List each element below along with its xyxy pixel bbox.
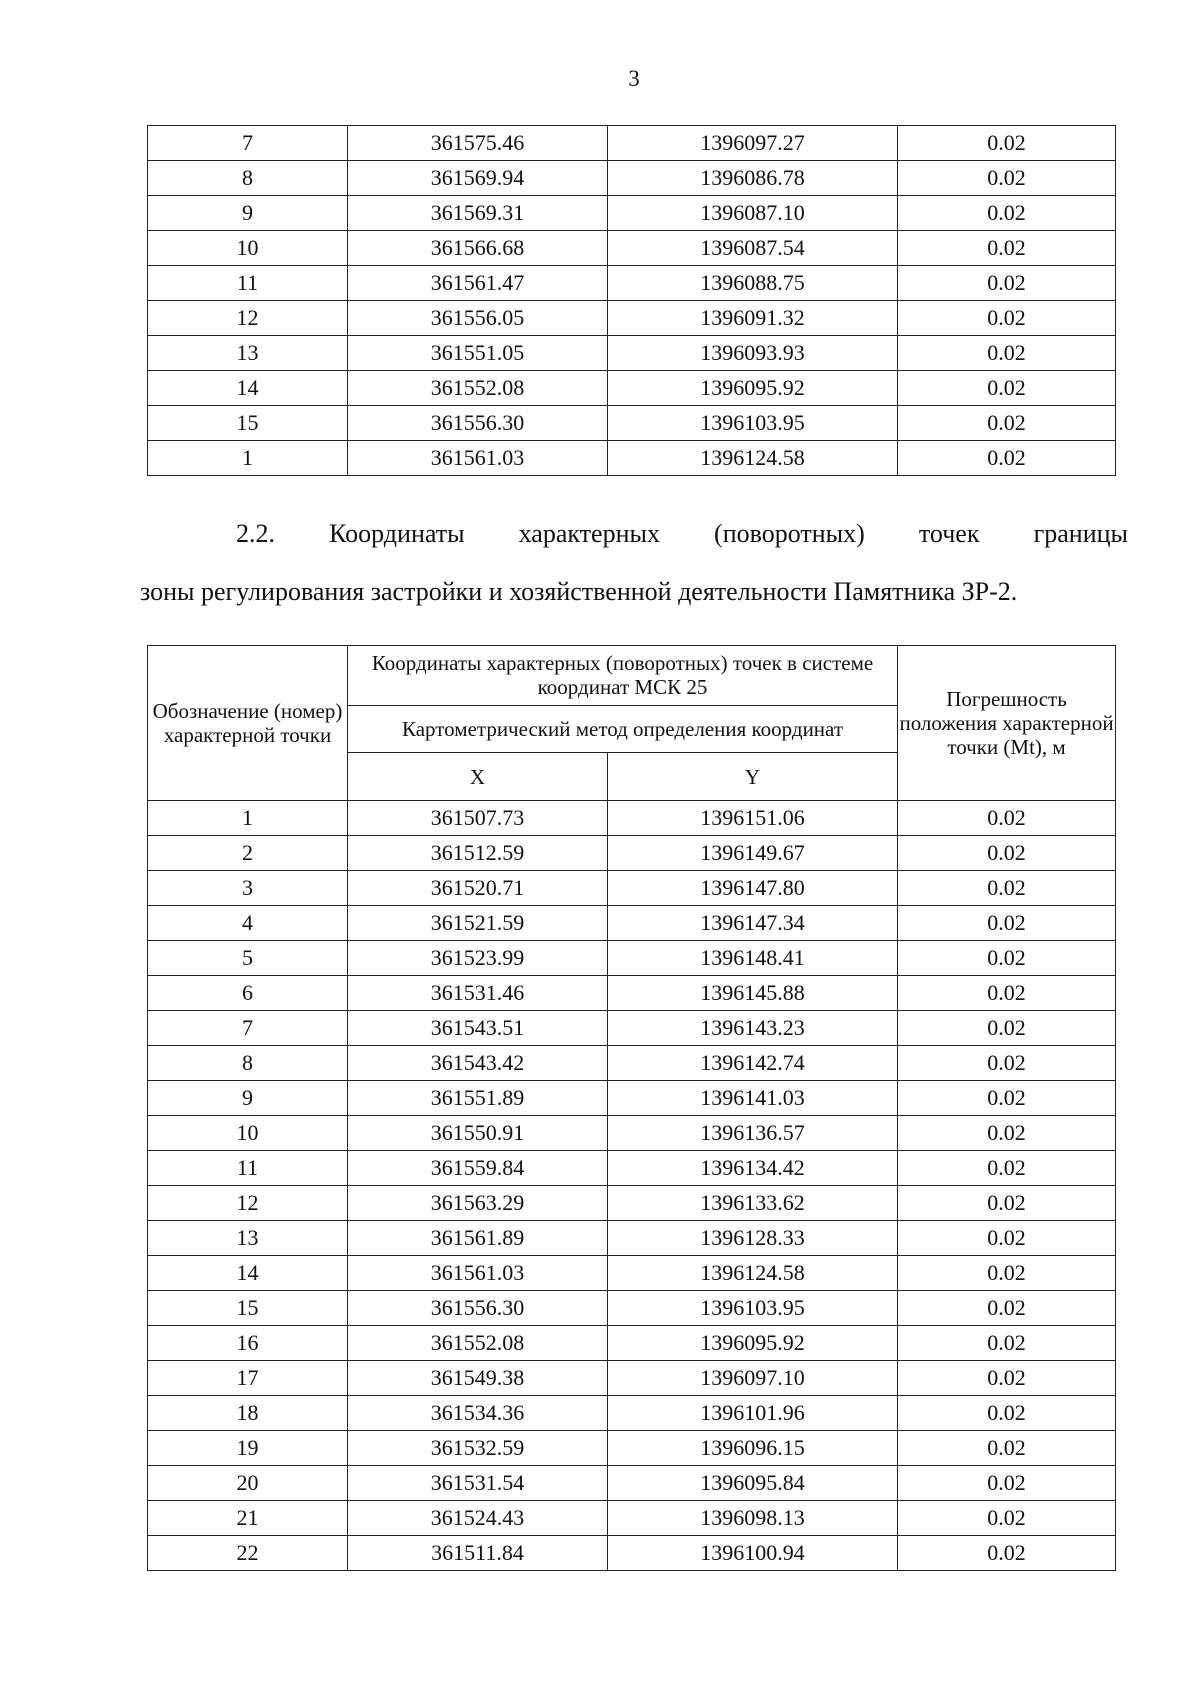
cell-point-number: 14 — [148, 1256, 348, 1291]
cell-point-number: 13 — [148, 336, 348, 371]
table-row — [148, 126, 1116, 161]
table-row — [148, 301, 1116, 336]
cell-y: 1396133.62 — [608, 1186, 898, 1221]
cell-error: 0.02 — [898, 801, 1116, 836]
cell-error: 0.02 — [898, 1151, 1116, 1186]
cell-error: 0.02 — [898, 941, 1116, 976]
cell-error: 0.02 — [898, 1221, 1116, 1256]
table-row — [148, 1431, 1116, 1466]
cell-y: 1396143.23 — [608, 1011, 898, 1046]
cell-x: 361575.46 — [348, 126, 608, 161]
cell-x: 361552.08 — [348, 371, 608, 406]
cell-point-number: 4 — [148, 906, 348, 941]
cell-x: 361563.29 — [348, 1186, 608, 1221]
cell-point-number: 1 — [148, 801, 348, 836]
table-row — [148, 1011, 1116, 1046]
cell-y: 1396142.74 — [608, 1046, 898, 1081]
cell-x: 361543.42 — [348, 1046, 608, 1081]
cell-y: 1396103.95 — [608, 406, 898, 441]
cell-point-number: 13 — [148, 1221, 348, 1256]
cell-y: 1396103.95 — [608, 1291, 898, 1326]
cell-error: 0.02 — [898, 1536, 1116, 1571]
cell-point-number: 5 — [148, 941, 348, 976]
table-row — [148, 941, 1116, 976]
cell-y: 1396093.93 — [608, 336, 898, 371]
cell-y: 1396145.88 — [608, 976, 898, 1011]
cell-y: 1396124.58 — [608, 1256, 898, 1291]
cell-y: 1396141.03 — [608, 1081, 898, 1116]
cell-x: 361523.99 — [348, 941, 608, 976]
table-row — [148, 1291, 1116, 1326]
cell-point-number: 10 — [148, 231, 348, 266]
cell-point-number: 1 — [148, 441, 348, 476]
cell-y: 1396148.41 — [608, 941, 898, 976]
cell-y: 1396097.27 — [608, 126, 898, 161]
cell-error: 0.02 — [898, 231, 1116, 266]
table-row — [148, 1151, 1116, 1186]
cell-x: 361549.38 — [348, 1361, 608, 1396]
cell-x: 361521.59 — [348, 906, 608, 941]
header-coords-title: Координаты характерных (поворотных) точек в системе координат МСК 25 — [348, 646, 898, 706]
cell-x: 361556.30 — [348, 1291, 608, 1326]
section-heading-line-1: 2.2. Координаты характерных (поворотных) точек границы — [236, 519, 1128, 548]
cell-y: 1396087.10 — [608, 196, 898, 231]
cell-point-number: 9 — [148, 1081, 348, 1116]
cell-point-number: 2 — [148, 836, 348, 871]
cell-point-number: 8 — [148, 1046, 348, 1081]
cell-x: 361532.59 — [348, 1431, 608, 1466]
cell-x: 361550.91 — [348, 1116, 608, 1151]
table-row — [148, 1466, 1116, 1501]
cell-y: 1396088.75 — [608, 266, 898, 301]
cell-error: 0.02 — [898, 1011, 1116, 1046]
cell-error: 0.02 — [898, 1291, 1116, 1326]
cell-x: 361551.89 — [348, 1081, 608, 1116]
table-row — [148, 1221, 1116, 1256]
table-row — [148, 836, 1116, 871]
table-row — [148, 231, 1116, 266]
table-body — [148, 126, 1116, 476]
cell-x: 361561.47 — [348, 266, 608, 301]
table-row — [148, 1536, 1116, 1571]
table-header — [148, 646, 1116, 801]
table-row — [148, 1501, 1116, 1536]
table-row — [148, 1256, 1116, 1291]
cell-point-number: 11 — [148, 1151, 348, 1186]
table-row — [148, 1186, 1116, 1221]
table-row — [148, 1326, 1116, 1361]
cell-error: 0.02 — [898, 1081, 1116, 1116]
cell-x: 361507.73 — [348, 801, 608, 836]
cell-error: 0.02 — [898, 1186, 1116, 1221]
header-y: Y — [608, 753, 898, 801]
table-row — [148, 266, 1116, 301]
cell-point-number: 19 — [148, 1431, 348, 1466]
cell-error: 0.02 — [898, 906, 1116, 941]
table-row — [148, 441, 1116, 476]
table-row — [148, 1361, 1116, 1396]
cell-point-number: 8 — [148, 161, 348, 196]
cell-point-number: 15 — [148, 406, 348, 441]
cell-y: 1396151.06 — [608, 801, 898, 836]
cell-y: 1396091.32 — [608, 301, 898, 336]
cell-error: 0.02 — [898, 1501, 1116, 1536]
cell-point-number: 9 — [148, 196, 348, 231]
cell-y: 1396097.10 — [608, 1361, 898, 1396]
cell-error: 0.02 — [898, 836, 1116, 871]
cell-x: 361543.51 — [348, 1011, 608, 1046]
cell-error: 0.02 — [898, 441, 1116, 476]
cell-y: 1396128.33 — [608, 1221, 898, 1256]
cell-error: 0.02 — [898, 196, 1116, 231]
cell-error: 0.02 — [898, 871, 1116, 906]
cell-error: 0.02 — [898, 1361, 1116, 1396]
cell-y: 1396136.57 — [608, 1116, 898, 1151]
cell-point-number: 21 — [148, 1501, 348, 1536]
cell-y: 1396095.84 — [608, 1466, 898, 1501]
cell-x: 361569.94 — [348, 161, 608, 196]
table-row — [148, 871, 1116, 906]
table-row — [148, 906, 1116, 941]
cell-y: 1396095.92 — [608, 371, 898, 406]
cell-point-number: 10 — [148, 1116, 348, 1151]
table-row — [148, 371, 1116, 406]
cell-point-number: 15 — [148, 1291, 348, 1326]
cell-error: 0.02 — [898, 1466, 1116, 1501]
cell-point-number: 7 — [148, 1011, 348, 1046]
cell-x: 361566.68 — [348, 231, 608, 266]
cell-point-number: 20 — [148, 1466, 348, 1501]
cell-point-number: 14 — [148, 371, 348, 406]
cell-error: 0.02 — [898, 336, 1116, 371]
table-row — [148, 196, 1116, 231]
cell-point-number: 7 — [148, 126, 348, 161]
cell-error: 0.02 — [898, 976, 1116, 1011]
cell-x: 361512.59 — [348, 836, 608, 871]
table-row — [148, 1081, 1116, 1116]
header-error: Погрешность положения характерной точки (Mt), м — [898, 646, 1116, 801]
cell-y: 1396100.94 — [608, 1536, 898, 1571]
cell-error: 0.02 — [898, 1256, 1116, 1291]
cell-x: 361531.46 — [348, 976, 608, 1011]
cell-x: 361556.05 — [348, 301, 608, 336]
cell-x: 361520.71 — [348, 871, 608, 906]
cell-error: 0.02 — [898, 1431, 1116, 1466]
cell-x: 361561.03 — [348, 1256, 608, 1291]
coordinates-table-continued — [147, 125, 1116, 476]
header-method: Картометрический метод определения координат — [348, 705, 898, 753]
page-number: 3 — [628, 66, 640, 91]
coordinates-table-zr2 — [147, 645, 1116, 1571]
cell-error: 0.02 — [898, 1046, 1116, 1081]
cell-error: 0.02 — [898, 1116, 1116, 1151]
header-x: X — [348, 753, 608, 801]
table-row — [148, 976, 1116, 1011]
cell-error: 0.02 — [898, 126, 1116, 161]
table-row — [148, 161, 1116, 196]
table-row — [148, 1046, 1116, 1081]
table-row — [148, 406, 1116, 441]
cell-x: 361552.08 — [348, 1326, 608, 1361]
cell-point-number: 18 — [148, 1396, 348, 1431]
cell-y: 1396147.34 — [608, 906, 898, 941]
cell-y: 1396101.96 — [608, 1396, 898, 1431]
cell-error: 0.02 — [898, 161, 1116, 196]
cell-point-number: 12 — [148, 1186, 348, 1221]
cell-y: 1396096.15 — [608, 1431, 898, 1466]
cell-point-number: 11 — [148, 266, 348, 301]
cell-point-number: 16 — [148, 1326, 348, 1361]
cell-error: 0.02 — [898, 301, 1116, 336]
table-body — [148, 801, 1116, 1571]
table-row — [148, 336, 1116, 371]
cell-y: 1396134.42 — [608, 1151, 898, 1186]
cell-error: 0.02 — [898, 371, 1116, 406]
cell-y: 1396149.67 — [608, 836, 898, 871]
cell-point-number: 6 — [148, 976, 348, 1011]
cell-point-number: 12 — [148, 301, 348, 336]
cell-x: 361534.36 — [348, 1396, 608, 1431]
header-designation: Обозначение (номер) характерной точки — [148, 646, 348, 801]
cell-x: 361556.30 — [348, 406, 608, 441]
cell-error: 0.02 — [898, 406, 1116, 441]
cell-x: 361559.84 — [348, 1151, 608, 1186]
cell-x: 361561.03 — [348, 441, 608, 476]
cell-error: 0.02 — [898, 1396, 1116, 1431]
cell-y: 1396087.54 — [608, 231, 898, 266]
cell-y: 1396124.58 — [608, 441, 898, 476]
cell-x: 361511.84 — [348, 1536, 608, 1571]
cell-x: 361531.54 — [348, 1466, 608, 1501]
cell-x: 361569.31 — [348, 196, 608, 231]
cell-x: 361524.43 — [348, 1501, 608, 1536]
cell-point-number: 22 — [148, 1536, 348, 1571]
table-row — [148, 801, 1116, 836]
cell-error: 0.02 — [898, 1326, 1116, 1361]
table-row — [148, 1396, 1116, 1431]
cell-y: 1396095.92 — [608, 1326, 898, 1361]
cell-y: 1396098.13 — [608, 1501, 898, 1536]
cell-point-number: 3 — [148, 871, 348, 906]
cell-error: 0.02 — [898, 266, 1116, 301]
section-heading-line-2: зоны регулирования застройки и хозяйственной деятельности Памятника ЗР-2. — [140, 577, 1018, 606]
cell-x: 361561.89 — [348, 1221, 608, 1256]
cell-x: 361551.05 — [348, 336, 608, 371]
cell-point-number: 17 — [148, 1361, 348, 1396]
table-row — [148, 1116, 1116, 1151]
cell-y: 1396147.80 — [608, 871, 898, 906]
cell-y: 1396086.78 — [608, 161, 898, 196]
